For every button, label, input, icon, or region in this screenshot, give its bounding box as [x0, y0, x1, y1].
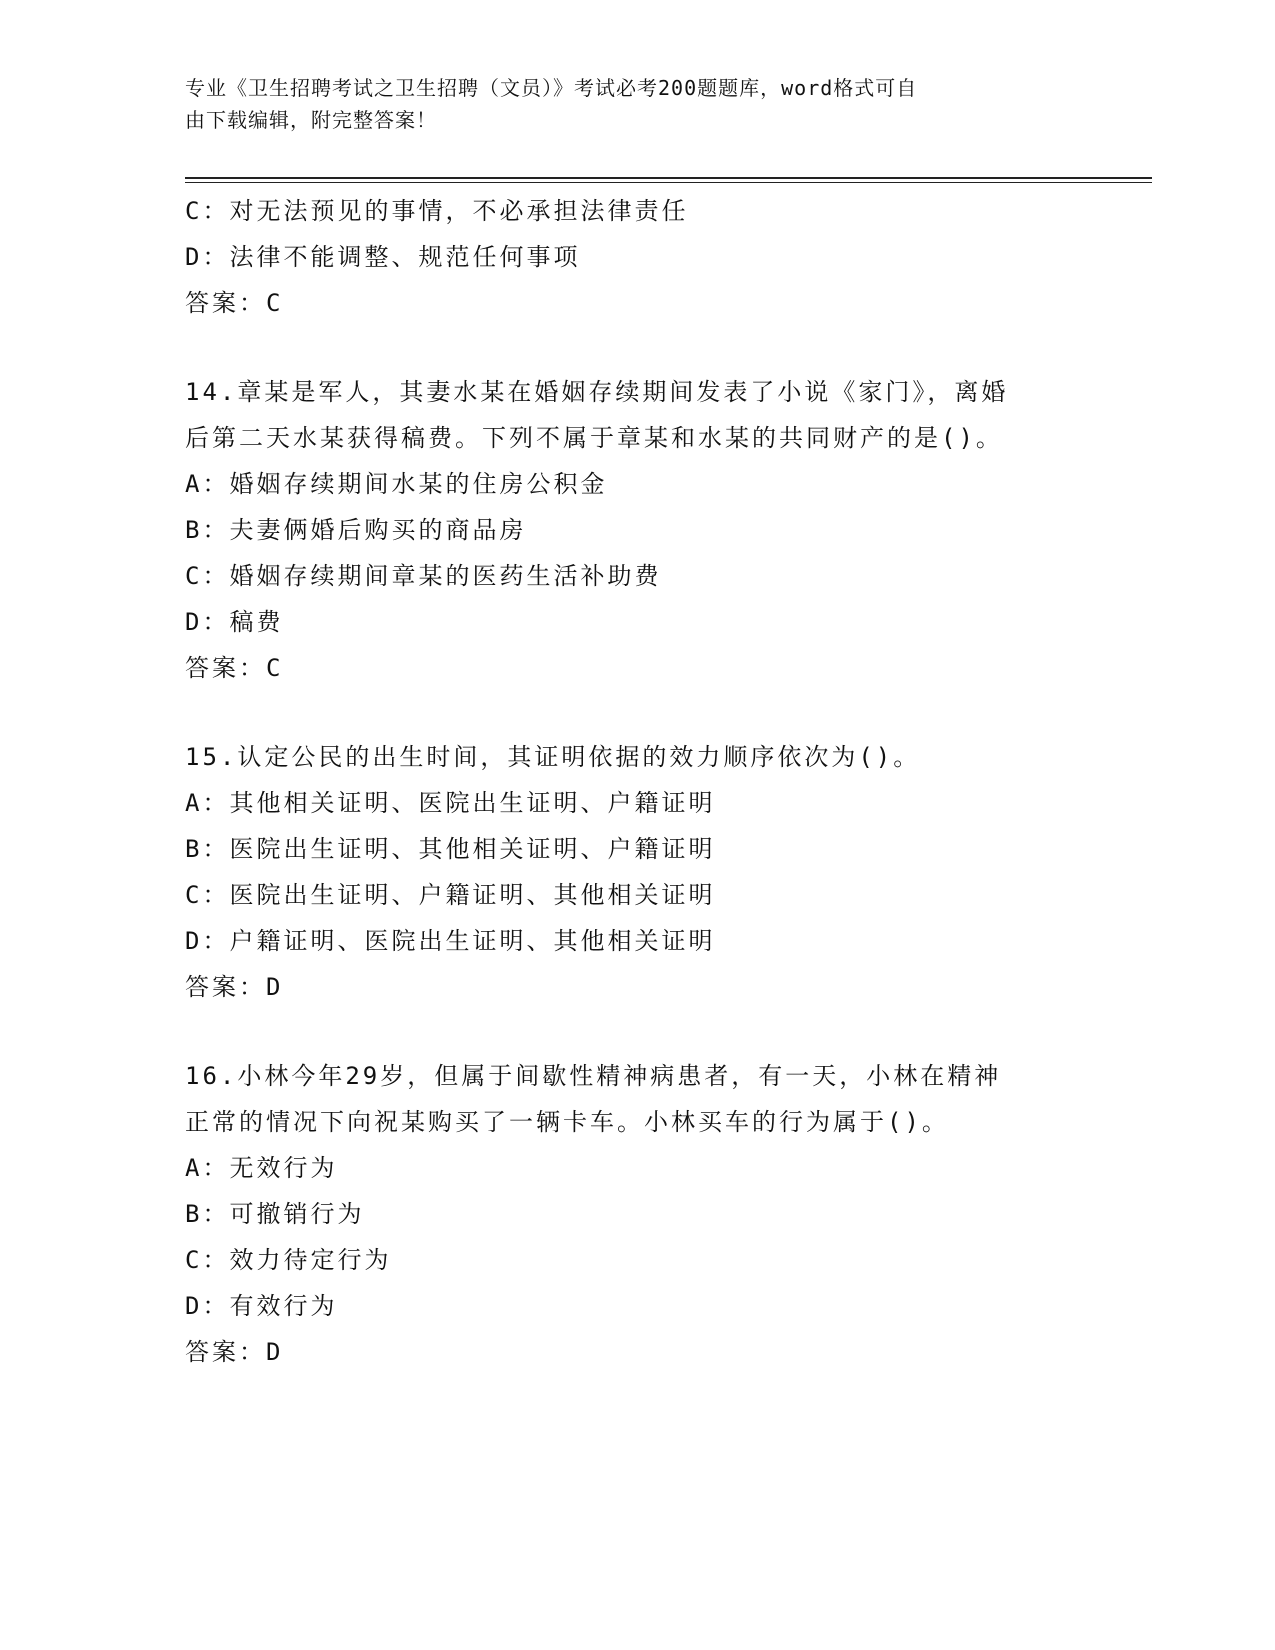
header-line-1: 专业《卫生招聘考试之卫生招聘（文员）》考试必考200题题库，word格式可自	[185, 76, 918, 100]
question-text-line: 正常的情况下向祝某购买了一辆卡车。小林买车的行为属于()。	[185, 1108, 949, 1136]
option-d: D：稿费	[185, 608, 284, 636]
spacer	[185, 1010, 1085, 1053]
option-b: B：医院出生证明、其他相关证明、户籍证明	[185, 835, 716, 863]
option-a: A：无效行为	[185, 1154, 338, 1182]
question-text-line: 16.小林今年29岁，但属于间歇性精神病患者，有一天，小林在精神	[185, 1062, 1002, 1090]
option-c: C：效力待定行为	[185, 1246, 392, 1274]
answer-line: 答案：D	[185, 1338, 284, 1366]
question-16	[185, 1053, 1085, 1375]
header-line-2: 由下载编辑，附完整答案！	[185, 108, 437, 132]
option-b: B：夫妻俩婚后购买的商品房	[185, 516, 527, 544]
answer-line: 答案：C	[185, 289, 284, 317]
question-text-line: 14.章某是军人，其妻水某在婚姻存续期间发表了小说《家门》，离婚	[185, 378, 1009, 406]
spacer	[185, 326, 1085, 369]
answer-line: 答案：D	[185, 973, 284, 1001]
question-text-line: 15.认定公民的出生时间，其证明依据的效力顺序依次为()。	[185, 743, 921, 771]
question-content	[185, 188, 1085, 1375]
option-a: A：婚姻存续期间水某的住房公积金	[185, 470, 608, 498]
question-15	[185, 734, 1085, 1010]
option-a: A：其他相关证明、医院出生证明、户籍证明	[185, 789, 716, 817]
question-continued	[185, 188, 1085, 326]
document-header	[185, 72, 1065, 136]
answer-line: 答案：C	[185, 654, 284, 682]
option-c: C：婚姻存续期间章某的医药生活补助费	[185, 562, 662, 590]
option-d: D：户籍证明、医院出生证明、其他相关证明	[185, 927, 716, 955]
option-c: C：医院出生证明、户籍证明、其他相关证明	[185, 881, 716, 909]
option-c: C：对无法预见的事情，不必承担法律责任	[185, 197, 689, 225]
option-d: D：法律不能调整、规范任何事项	[185, 243, 581, 271]
question-14	[185, 369, 1085, 691]
spacer	[185, 691, 1085, 734]
option-d: D：有效行为	[185, 1292, 338, 1320]
option-b: B：可撤销行为	[185, 1200, 365, 1228]
header-divider-thick	[185, 177, 1152, 179]
header-divider-thin	[185, 182, 1152, 183]
question-text-line: 后第二天水某获得稿费。下列不属于章某和水某的共同财产的是()。	[185, 424, 1003, 452]
